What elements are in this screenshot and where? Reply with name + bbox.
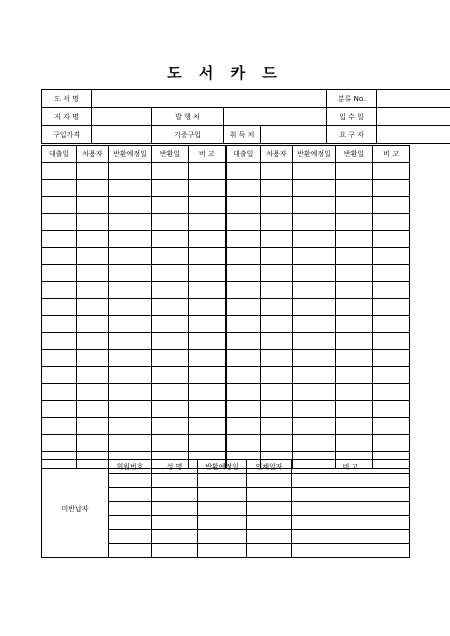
book-name-field[interactable]: [92, 90, 327, 108]
unreturned-cell[interactable]: [109, 530, 152, 544]
lending-cell[interactable]: [373, 197, 410, 214]
lending-cell[interactable]: [373, 214, 410, 231]
lending-cell[interactable]: [336, 231, 373, 248]
unreturned-cell[interactable]: [152, 544, 198, 558]
lending-cell[interactable]: [293, 197, 336, 214]
unreturned-cell[interactable]: [247, 488, 292, 502]
lending-cell[interactable]: [373, 435, 410, 452]
unreturned-cell[interactable]: [152, 474, 198, 488]
lending-cell[interactable]: [226, 435, 261, 452]
lending-cell[interactable]: [42, 418, 77, 435]
lending-cell[interactable]: [189, 316, 226, 333]
lending-cell[interactable]: [189, 282, 226, 299]
unreturned-cell[interactable]: [247, 544, 292, 558]
lending-cell[interactable]: [42, 214, 77, 231]
unreturned-cell[interactable]: [152, 502, 198, 516]
lending-cell[interactable]: [42, 163, 77, 180]
lending-cell[interactable]: [226, 163, 261, 180]
unreturned-header-cell: 성 명: [152, 460, 198, 474]
lending-table: [41, 145, 410, 469]
unreturned-cell[interactable]: [109, 516, 152, 530]
lending-cell[interactable]: [373, 282, 410, 299]
lending-cell[interactable]: [261, 282, 293, 299]
lending-row: [42, 180, 410, 197]
lending-cell[interactable]: [293, 248, 336, 265]
lending-cell[interactable]: [336, 435, 373, 452]
lending-cell[interactable]: [293, 316, 336, 333]
lending-cell[interactable]: [42, 384, 77, 401]
lending-cell[interactable]: [226, 418, 261, 435]
lending-cell[interactable]: [261, 163, 293, 180]
lending-cell[interactable]: [109, 214, 152, 231]
lending-cell[interactable]: [189, 197, 226, 214]
lending-row: [42, 401, 410, 418]
lending-cell[interactable]: [77, 316, 109, 333]
lending-cell[interactable]: [373, 401, 410, 418]
unreturned-cell[interactable]: [198, 488, 247, 502]
lending-cell[interactable]: [226, 299, 261, 316]
lending-row: [42, 214, 410, 231]
lending-cell[interactable]: [293, 350, 336, 367]
lending-cell[interactable]: [77, 299, 109, 316]
lending-cell[interactable]: [261, 350, 293, 367]
lending-cell[interactable]: [189, 248, 226, 265]
lending-cell[interactable]: [293, 384, 336, 401]
lending-cell[interactable]: [261, 180, 293, 197]
page-title: 도 서 카 드: [167, 64, 283, 82]
info-row: [42, 90, 450, 108]
unreturned-cell[interactable]: [247, 516, 292, 530]
lending-header-cell: 대출일: [226, 146, 261, 163]
lending-row: [42, 265, 410, 282]
lending-cell[interactable]: [109, 384, 152, 401]
lending-cell[interactable]: [77, 350, 109, 367]
lending-cell[interactable]: [152, 163, 189, 180]
unreturned-cell[interactable]: [198, 502, 247, 516]
lending-cell[interactable]: [109, 231, 152, 248]
lending-cell[interactable]: [293, 231, 336, 248]
lending-cell[interactable]: [42, 282, 77, 299]
lending-cell[interactable]: [261, 384, 293, 401]
lending-cell[interactable]: [42, 231, 77, 248]
unreturned-cell[interactable]: [292, 516, 410, 530]
lending-cell[interactable]: [77, 435, 109, 452]
lending-cell[interactable]: [373, 231, 410, 248]
unreturned-label: 미반납자: [42, 460, 109, 558]
category-field[interactable]: [377, 90, 450, 108]
lending-cell[interactable]: [293, 282, 336, 299]
unreturned-cell[interactable]: [198, 474, 247, 488]
unreturned-cell[interactable]: [247, 474, 292, 488]
lending-cell[interactable]: [293, 180, 336, 197]
lending-cell[interactable]: [189, 231, 226, 248]
lending-header-cell: 반환예정일: [109, 146, 152, 163]
lending-cell[interactable]: [336, 384, 373, 401]
book-name-label: 도 서 명: [42, 90, 92, 108]
lending-cell[interactable]: [293, 435, 336, 452]
lending-cell[interactable]: [261, 214, 293, 231]
lending-cell[interactable]: [109, 418, 152, 435]
received-date-field[interactable]: [377, 108, 450, 126]
unreturned-header-cell: 비 고: [292, 460, 410, 474]
lending-cell[interactable]: [109, 333, 152, 350]
lending-cell[interactable]: [109, 367, 152, 384]
lending-row: [42, 333, 410, 350]
lending-row: [42, 282, 410, 299]
lending-cell[interactable]: [336, 163, 373, 180]
unreturned-cell[interactable]: [109, 502, 152, 516]
unreturned-cell[interactable]: [247, 502, 292, 516]
lending-cell[interactable]: [293, 418, 336, 435]
lending-cell[interactable]: [152, 197, 189, 214]
lending-cell[interactable]: [336, 197, 373, 214]
lending-cell[interactable]: [293, 214, 336, 231]
lending-cell[interactable]: [261, 265, 293, 282]
lending-cell[interactable]: [293, 265, 336, 282]
lending-row: [42, 163, 410, 180]
lending-cell[interactable]: [293, 299, 336, 316]
lending-cell[interactable]: [42, 401, 77, 418]
lending-cell[interactable]: [77, 367, 109, 384]
unreturned-cell[interactable]: [292, 474, 410, 488]
lending-cell[interactable]: [189, 163, 226, 180]
author-field[interactable]: [92, 108, 152, 126]
lending-cell[interactable]: [109, 316, 152, 333]
author-label: 저 자 명: [42, 108, 92, 126]
lending-cell[interactable]: [152, 282, 189, 299]
unreturned-table: [41, 459, 410, 558]
lending-cell[interactable]: [152, 231, 189, 248]
lending-cell[interactable]: [109, 163, 152, 180]
lending-cell[interactable]: [152, 180, 189, 197]
price-label: 구입가격: [42, 126, 92, 144]
lending-cell[interactable]: [226, 265, 261, 282]
lending-cell[interactable]: [226, 197, 261, 214]
lending-cell[interactable]: [152, 299, 189, 316]
lending-cell[interactable]: [109, 197, 152, 214]
lending-cell[interactable]: [152, 435, 189, 452]
lending-cell[interactable]: [189, 299, 226, 316]
unreturned-cell[interactable]: [247, 530, 292, 544]
lending-cell[interactable]: [336, 418, 373, 435]
lending-cell[interactable]: [42, 333, 77, 350]
lending-cell[interactable]: [226, 316, 261, 333]
unreturned-cell[interactable]: [152, 530, 198, 544]
lending-cell[interactable]: [42, 265, 77, 282]
lending-cell[interactable]: [109, 180, 152, 197]
lending-cell[interactable]: [293, 333, 336, 350]
unreturned-cell[interactable]: [292, 530, 410, 544]
lending-cell[interactable]: [109, 299, 152, 316]
lending-cell[interactable]: [189, 180, 226, 197]
unreturned-cell[interactable]: [152, 488, 198, 502]
lending-cell[interactable]: [189, 384, 226, 401]
unreturned-cell[interactable]: [292, 502, 410, 516]
price-field[interactable]: [92, 126, 152, 144]
lending-cell[interactable]: [336, 180, 373, 197]
lending-row: [42, 197, 410, 214]
lending-cell[interactable]: [42, 367, 77, 384]
lending-cell[interactable]: [189, 333, 226, 350]
lending-header-cell: 반환일: [336, 146, 373, 163]
lending-cell[interactable]: [42, 435, 77, 452]
received-date-label: 입 수 일: [327, 108, 377, 126]
lending-row: [42, 231, 410, 248]
lending-cell[interactable]: [373, 265, 410, 282]
lending-cell[interactable]: [373, 367, 410, 384]
lending-cell[interactable]: [109, 401, 152, 418]
lending-cell[interactable]: [77, 401, 109, 418]
lending-cell[interactable]: [77, 197, 109, 214]
lending-cell[interactable]: [77, 265, 109, 282]
lending-cell[interactable]: [109, 282, 152, 299]
lending-cell[interactable]: [373, 384, 410, 401]
lending-cell[interactable]: [77, 180, 109, 197]
lending-cell[interactable]: [226, 231, 261, 248]
handler-label: 취 득 처: [224, 126, 261, 144]
lending-cell[interactable]: [336, 282, 373, 299]
lending-cell[interactable]: [189, 367, 226, 384]
lending-row: [42, 418, 410, 435]
lending-cell[interactable]: [226, 282, 261, 299]
lending-cell[interactable]: [152, 350, 189, 367]
unreturned-cell[interactable]: [292, 488, 410, 502]
unreturned-cell[interactable]: [109, 474, 152, 488]
lending-cell[interactable]: [373, 350, 410, 367]
lending-cell[interactable]: [189, 265, 226, 282]
lending-cell[interactable]: [261, 418, 293, 435]
lending-cell[interactable]: [226, 367, 261, 384]
lending-header-cell: 비 고: [189, 146, 226, 163]
lending-cell[interactable]: [373, 248, 410, 265]
lending-cell[interactable]: [42, 197, 77, 214]
lending-cell[interactable]: [42, 350, 77, 367]
lending-cell[interactable]: [261, 197, 293, 214]
handler-field[interactable]: [261, 126, 327, 144]
unreturned-cell[interactable]: [198, 516, 247, 530]
lending-cell[interactable]: [226, 401, 261, 418]
lending-header-cell: 반환예정일: [293, 146, 336, 163]
unreturned-cell[interactable]: [152, 516, 198, 530]
lending-cell[interactable]: [189, 435, 226, 452]
lending-cell[interactable]: [77, 163, 109, 180]
lending-cell[interactable]: [336, 350, 373, 367]
lending-cell[interactable]: [152, 214, 189, 231]
lending-header-cell: 대출일: [42, 146, 77, 163]
lending-cell[interactable]: [373, 316, 410, 333]
unreturned-header-row: [42, 460, 410, 474]
lending-cell[interactable]: [109, 435, 152, 452]
lending-cell[interactable]: [109, 350, 152, 367]
lending-cell[interactable]: [336, 333, 373, 350]
lending-row: [42, 384, 410, 401]
unreturned-header-cell: 연체일자: [247, 460, 292, 474]
info-row: [42, 108, 450, 126]
lending-cell[interactable]: [77, 214, 109, 231]
lending-cell[interactable]: [261, 367, 293, 384]
lending-cell[interactable]: [152, 367, 189, 384]
lending-cell[interactable]: [152, 265, 189, 282]
lending-cell[interactable]: [189, 214, 226, 231]
lending-cell[interactable]: [109, 265, 152, 282]
lending-cell[interactable]: [77, 231, 109, 248]
unreturned-cell[interactable]: [198, 544, 247, 558]
lending-cell[interactable]: [109, 248, 152, 265]
lending-cell[interactable]: [226, 350, 261, 367]
lending-cell[interactable]: [261, 231, 293, 248]
publisher-label: 발 행 처: [152, 108, 224, 126]
requester-field[interactable]: [377, 126, 450, 144]
lending-cell[interactable]: [189, 350, 226, 367]
lending-cell[interactable]: [226, 248, 261, 265]
lending-cell[interactable]: [293, 367, 336, 384]
lending-cell[interactable]: [261, 333, 293, 350]
lending-cell[interactable]: [152, 418, 189, 435]
lending-cell[interactable]: [42, 299, 77, 316]
lending-cell[interactable]: [226, 214, 261, 231]
unreturned-header-cell: 회원번호: [109, 460, 152, 474]
lending-cell[interactable]: [293, 163, 336, 180]
lending-cell[interactable]: [152, 401, 189, 418]
category-label: 분류 No.: [327, 90, 377, 108]
lending-row: [42, 435, 410, 452]
lending-cell[interactable]: [336, 316, 373, 333]
lending-row: [42, 350, 410, 367]
lending-cell[interactable]: [373, 333, 410, 350]
lending-header-cell: 차용자: [77, 146, 109, 163]
lending-cell[interactable]: [77, 282, 109, 299]
requester-label: 요 구 자: [327, 126, 377, 144]
lending-cell[interactable]: [189, 418, 226, 435]
lending-cell[interactable]: [261, 435, 293, 452]
lending-cell[interactable]: [261, 316, 293, 333]
lending-cell[interactable]: [373, 299, 410, 316]
lending-cell[interactable]: [226, 333, 261, 350]
book-info-table: [41, 89, 450, 144]
lending-header-row: [42, 146, 410, 163]
lending-header-cell: 비 고: [373, 146, 410, 163]
lending-row: [42, 248, 410, 265]
lending-cell[interactable]: [336, 299, 373, 316]
lending-cell[interactable]: [226, 180, 261, 197]
lending-cell[interactable]: [77, 333, 109, 350]
lending-cell[interactable]: [336, 401, 373, 418]
unreturned-cell[interactable]: [109, 488, 152, 502]
lending-cell[interactable]: [152, 333, 189, 350]
lending-row: [42, 316, 410, 333]
publisher-field[interactable]: [224, 108, 327, 126]
lending-cell[interactable]: [373, 418, 410, 435]
lending-header-cell: 차용자: [261, 146, 293, 163]
unreturned-cell[interactable]: [109, 544, 152, 558]
lending-cell[interactable]: [336, 248, 373, 265]
unreturned-cell[interactable]: [292, 544, 410, 558]
lending-cell[interactable]: [77, 248, 109, 265]
lending-cell[interactable]: [261, 299, 293, 316]
lending-cell[interactable]: [42, 316, 77, 333]
lending-cell[interactable]: [373, 180, 410, 197]
lending-cell[interactable]: [261, 248, 293, 265]
info-row: [42, 126, 450, 144]
lending-cell[interactable]: [77, 418, 109, 435]
lending-cell[interactable]: [336, 367, 373, 384]
unreturned-header-cell: 반환예정일: [198, 460, 247, 474]
lending-cell[interactable]: [152, 316, 189, 333]
lending-cell[interactable]: [152, 384, 189, 401]
lending-cell[interactable]: [336, 214, 373, 231]
lending-cell[interactable]: [42, 180, 77, 197]
unreturned-cell[interactable]: [198, 530, 247, 544]
lending-cell[interactable]: [261, 401, 293, 418]
acquisition-label: 기증구입: [152, 126, 224, 144]
lending-cell[interactable]: [77, 384, 109, 401]
lending-cell[interactable]: [189, 401, 226, 418]
lending-row: [42, 367, 410, 384]
lending-row: [42, 299, 410, 316]
lending-cell[interactable]: [226, 384, 261, 401]
lending-cell[interactable]: [152, 248, 189, 265]
lending-cell[interactable]: [42, 248, 77, 265]
lending-cell[interactable]: [336, 265, 373, 282]
lending-header-cell: 반환일: [152, 146, 189, 163]
lending-cell[interactable]: [293, 401, 336, 418]
lending-cell[interactable]: [373, 163, 410, 180]
